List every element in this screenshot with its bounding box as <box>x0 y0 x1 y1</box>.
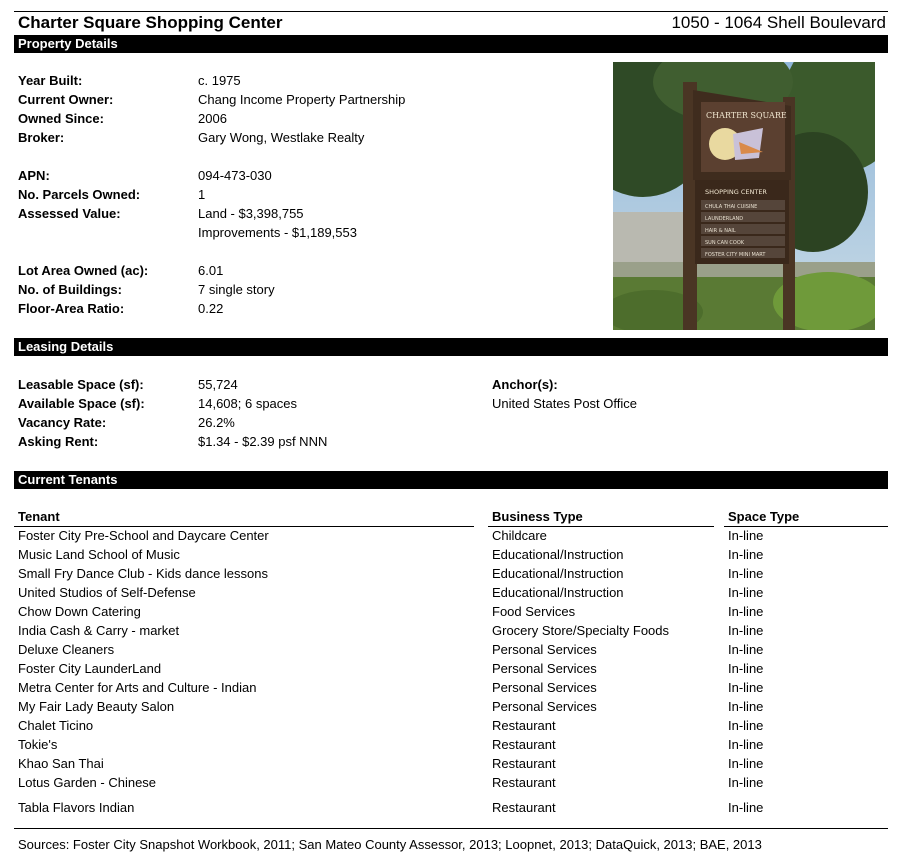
column-header-space-type: Space Type <box>728 509 800 524</box>
leasing-label: Vacancy Rate: <box>18 415 107 430</box>
property-value: 7 single story <box>198 282 275 297</box>
business-type: Restaurant <box>492 775 556 790</box>
tenant-name: India Cash & Carry - market <box>18 623 180 638</box>
business-type: Personal Services <box>492 642 597 657</box>
property-value: 094-473-030 <box>198 168 272 183</box>
property-address: 1050 - 1064 Shell Boulevard <box>671 13 886 32</box>
property-photo <box>613 62 875 330</box>
sign-panel: SUN CAN COOK <box>705 240 745 246</box>
space-type: In-line <box>728 566 764 581</box>
anchor-label: Anchor(s): <box>492 377 558 392</box>
column-header-tenant: Tenant <box>18 509 60 524</box>
tenant-name: Music Land School of Music <box>18 547 180 562</box>
property-label: Owned Since: <box>18 111 104 126</box>
header-rule <box>14 526 474 527</box>
business-type: Educational/Instruction <box>492 566 624 581</box>
business-type: Grocery Store/Specialty Foods <box>492 623 670 638</box>
header-rule <box>488 526 714 527</box>
tenant-name: United Studios of Self-Defense <box>18 585 196 600</box>
business-type: Childcare <box>492 528 547 543</box>
property-label: No. Parcels Owned: <box>18 187 141 202</box>
section-bar-tenants: Current Tenants <box>14 471 888 489</box>
business-type: Restaurant <box>492 718 556 733</box>
tenant-name: Chow Down Catering <box>18 604 141 619</box>
property-label: Lot Area Owned (ac): <box>18 263 149 278</box>
property-value: 6.01 <box>198 263 224 278</box>
space-type: In-line <box>728 800 764 815</box>
space-type: In-line <box>728 623 764 638</box>
space-type: In-line <box>728 661 764 676</box>
tenant-name: Metra Center for Arts and Culture - Indian <box>18 680 257 695</box>
property-value: 0.22 <box>198 301 224 316</box>
property-label: No. of Buildings: <box>18 282 122 297</box>
property-label: Year Built: <box>18 73 83 88</box>
leasing-label: Asking Rent: <box>18 434 99 449</box>
space-type: In-line <box>728 756 764 771</box>
property-value: 2006 <box>198 111 227 126</box>
business-type: Restaurant <box>492 737 556 752</box>
tenant-name: Small Fry Dance Club - Kids dance lessons <box>18 566 268 581</box>
tenant-name: My Fair Lady Beauty Salon <box>18 699 175 714</box>
property-label: Assessed Value: <box>18 206 121 221</box>
tenant-name: Khao San Thai <box>18 756 104 771</box>
leasing-value: 14,608; 6 spaces <box>198 396 298 411</box>
leasing-value: 55,724 <box>198 377 238 392</box>
sign-panel: LAUNDERLAND <box>705 216 744 222</box>
page-title: Charter Square Shopping Center <box>18 13 283 32</box>
sources-note: Sources: Foster City Snapshot Workbook, 2011; San Mateo County Assessor, 2013; Loopnet, 2013; DataQuick, 2013; BAE, 2013 <box>18 837 762 852</box>
header-rule <box>724 526 888 527</box>
space-type: In-line <box>728 699 764 714</box>
header-rule <box>14 11 888 12</box>
property-value: Gary Wong, Westlake Realty <box>198 130 365 145</box>
business-type: Restaurant <box>492 800 556 815</box>
tenant-name: Deluxe Cleaners <box>18 642 115 657</box>
leasing-value: 26.2% <box>198 415 235 430</box>
sign-photo-svg <box>613 62 875 330</box>
space-type: In-line <box>728 775 764 790</box>
section-bar-property: Property Details <box>14 35 888 53</box>
space-type: In-line <box>728 737 764 752</box>
business-type: Food Services <box>492 604 576 619</box>
business-type: Educational/Instruction <box>492 585 624 600</box>
business-type: Personal Services <box>492 661 597 676</box>
tenant-name: Tokie's <box>18 737 58 752</box>
space-type: In-line <box>728 528 764 543</box>
business-type: Personal Services <box>492 680 597 695</box>
property-value: Land - $3,398,755 <box>198 206 304 221</box>
tenant-name: Foster City LaunderLand <box>18 661 162 676</box>
tenant-name: Chalet Ticino <box>18 718 94 733</box>
sign-panel: HAIR & NAIL <box>705 228 736 234</box>
leasing-label: Leasable Space (sf): <box>18 377 144 392</box>
section-bar-leasing: Leasing Details <box>14 338 888 356</box>
property-label: APN: <box>18 168 50 183</box>
tenant-name: Foster City Pre-School and Daycare Center <box>18 528 269 543</box>
space-type: In-line <box>728 680 764 695</box>
space-type: In-line <box>728 642 764 657</box>
space-type: In-line <box>728 547 764 562</box>
business-type: Educational/Instruction <box>492 547 624 562</box>
property-label: Broker: <box>18 130 65 145</box>
property-label: Floor-Area Ratio: <box>18 301 125 316</box>
space-type: In-line <box>728 585 764 600</box>
property-value: 1 <box>198 187 206 202</box>
footer-rule <box>14 828 888 829</box>
sign-panel: FOSTER CITY MINI MART <box>705 252 766 258</box>
property-value: Chang Income Property Partnership <box>198 92 406 107</box>
business-type: Personal Services <box>492 699 597 714</box>
leasing-label: Available Space (sf): <box>18 396 145 411</box>
property-value: Improvements - $1,189,553 <box>198 225 357 240</box>
column-header-business-type: Business Type <box>492 509 583 524</box>
business-type: Restaurant <box>492 756 556 771</box>
space-type: In-line <box>728 604 764 619</box>
space-type: In-line <box>728 718 764 733</box>
property-value: c. 1975 <box>198 73 241 88</box>
property-label: Current Owner: <box>18 92 114 107</box>
leasing-value: $1.34 - $2.39 psf NNN <box>198 434 328 449</box>
sign-panel: CHULA THAI CUISINE <box>705 204 758 210</box>
anchor-value: United States Post Office <box>492 396 637 411</box>
tenant-name: Tabla Flavors Indian <box>18 800 135 815</box>
tenant-name: Lotus Garden - Chinese <box>18 775 157 790</box>
sign-name: CHARTER SQUARE <box>706 111 787 120</box>
sign-subtitle: SHOPPING CENTER <box>705 188 767 196</box>
